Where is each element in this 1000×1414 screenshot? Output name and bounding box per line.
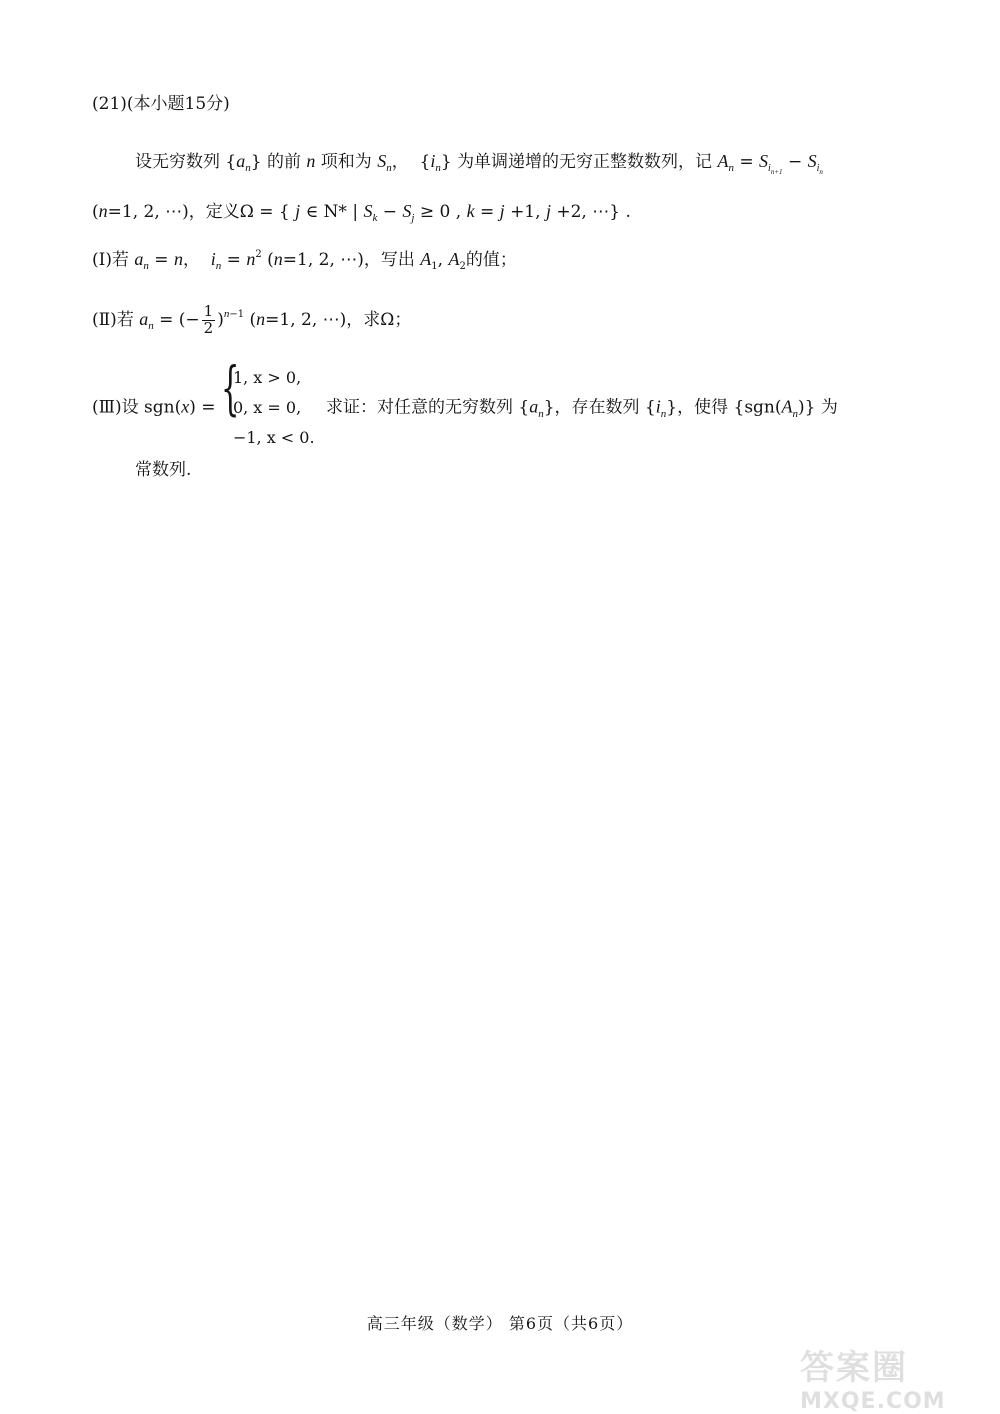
part-ii: (Ⅱ)若 $a_n$ = (− $\frac{1}{2}$ )$^{n-1}$ (n=1, 2, ⋯)，求Ω； [92,302,412,337]
watermark-logo: 答案圈 MXQE.COM [800,1348,946,1414]
part-iii-line2: 常数列. [135,460,192,480]
sgn-piecewise-cases: { 1, x > 0, 0, x = 0, −1, x < 0. [220,354,315,447]
page-footer: 高三年级（数学） 第6页（共6页） [366,1314,634,1333]
problem-stem-line1: 设无穷数列 $\{a_n\}$ 的前 n 项和为 $S_n$， $\{i_n\}$ 为单调递增的无穷正整数数列，记 $A_n = S_{i_{n+1}} - S_{i_n}$ [135,151,823,176]
problem-header: (21)(本小题15分) [92,94,230,114]
part-iii: (Ⅲ)设 sgn(x) = { 1, x > 0, 0, x = 0, −1, x < 0. 求证：对任意的无穷数列 $\{a_n\}$，存在数列 $\{i_n\}$，使得 $\{sgn(A_n)\}$ 为 [92,363,838,453]
problem-stem-line2: (n=1, 2, ⋯)，定义Ω = { j ∈ N* | $S_k - S_j \ge 0$ , k = j +1, j +2, ⋯} . [92,201,631,224]
part-i: (Ⅰ)若 $a_n = n$， $i_n = n^2$ (n=1, 2, ⋯)，写出 $A_1$, $A_2$的值； [92,249,517,272]
fraction-one-half: $\frac{1}{2}$ [203,302,214,337]
